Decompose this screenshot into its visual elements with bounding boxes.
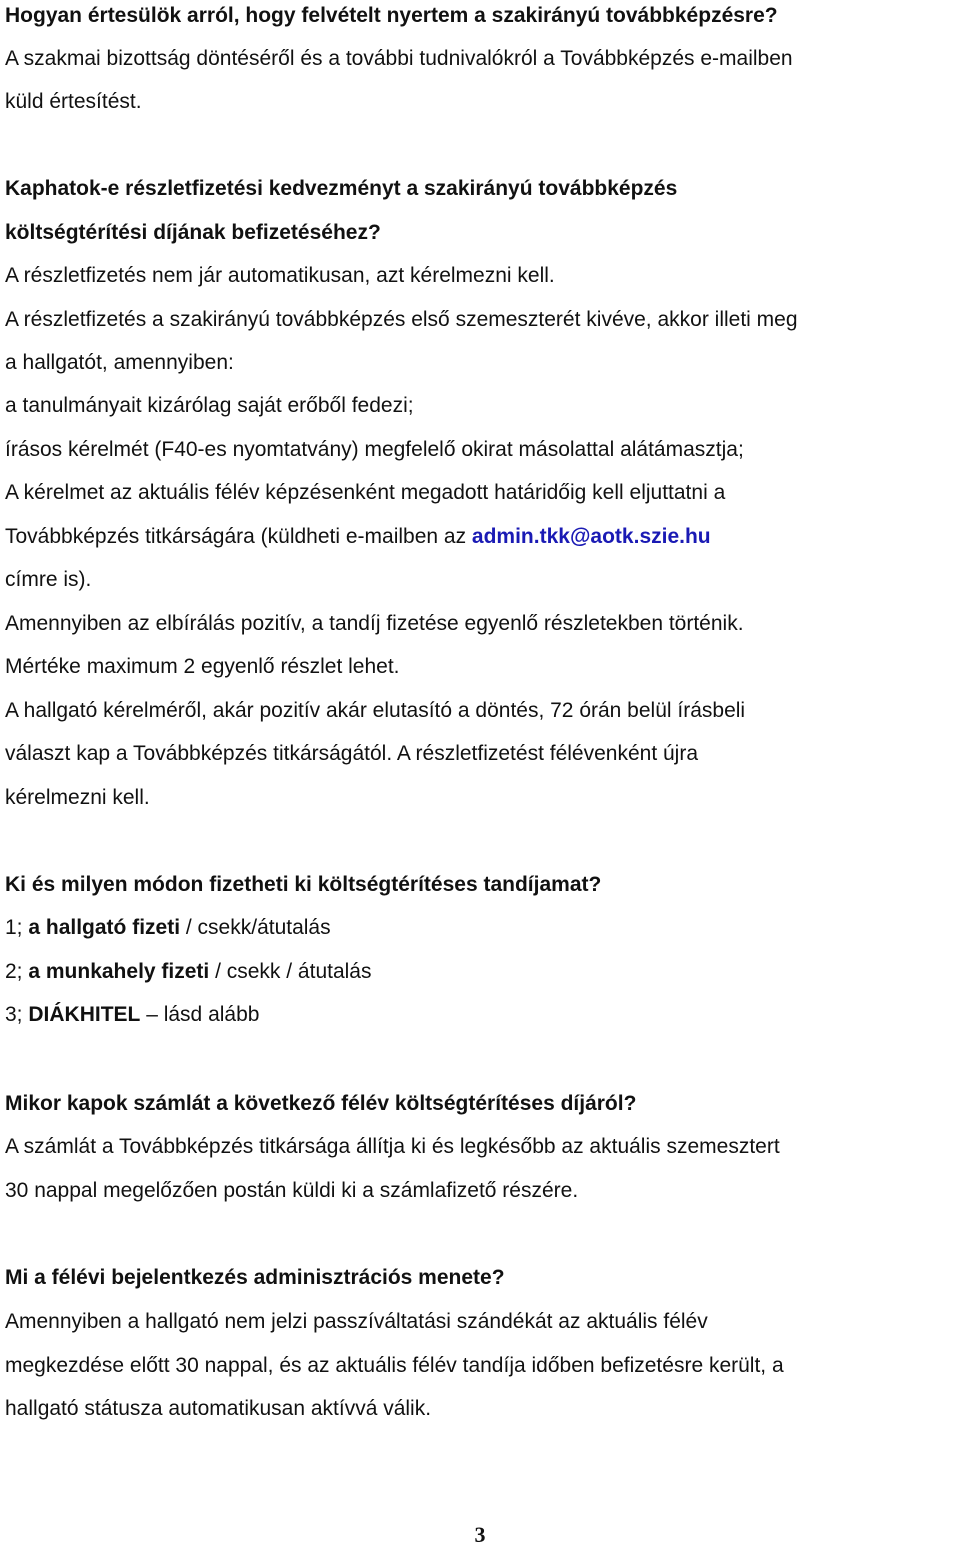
item-method: – lásd alább	[140, 1003, 260, 1026]
item-payer: a munkahely fizeti	[28, 960, 210, 983]
payment-option-item	[5, 959, 372, 985]
paragraph-line: Amennyiben a hallgató nem jelzi passzíváltatási szándékát az aktuális félév	[5, 1310, 708, 1333]
payment-option-item	[5, 1002, 259, 1028]
section-heading-payment: Ki és milyen módon fizetheti ki költségtérítéses tandíjamat?	[5, 873, 602, 896]
item-number: 3;	[5, 1003, 29, 1026]
section-heading-admission: Hogyan értesülök arról, hogy felvételt nyertem a szakirányú továbbképzésre?	[5, 4, 778, 27]
item-payer: DIÁKHITEL	[28, 1003, 141, 1026]
paragraph-line: Amennyiben az elbírálás pozitív, a tandíj fizetése egyenlő részletekben történik.	[5, 612, 744, 635]
section-heading-installment-cont: költségtérítési díjának befizetéséhez?	[5, 221, 381, 244]
paragraph-line: 30 nappal megelőzően postán küldi ki a számlafizető részére.	[5, 1179, 579, 1202]
paragraph-line: A szakmai bizottság döntéséről és a további tudnivalókról a Továbbképzés e-mailben	[5, 47, 793, 70]
paragraph-line-with-email	[5, 524, 711, 550]
item-method: / csekk/átutalás	[180, 916, 331, 939]
item-payer: a hallgató fizeti	[28, 916, 181, 939]
paragraph-line: választ kap a Továbbképzés titkárságától. A részletfizetést félévenként újra	[5, 742, 698, 765]
paragraph-line: A részletfizetés a szakirányú továbbképzés első szemeszterét kivéve, akkor illeti meg	[5, 308, 798, 331]
paragraph-line: hallgató státusza automatikusan aktívvá válik.	[5, 1397, 432, 1420]
condition-line: írásos kérelmét (F40-es nyomtatvány) megfelelő okirat másolattal alátámasztja;	[5, 438, 744, 461]
paragraph-line: A részletfizetés nem jár automatikusan, azt kérelmezni kell.	[5, 264, 555, 287]
section-heading-invoice: Mikor kapok számlát a következő félév költségtérítéses díjáról?	[5, 1092, 637, 1115]
condition-line: a tanulmányait kizárólag saját erőből fedezi;	[5, 394, 414, 417]
paragraph-line: kérelmezni kell.	[5, 786, 150, 809]
paragraph-line: Mértéke maximum 2 egyenlő részlet lehet.	[5, 655, 400, 678]
item-number: 2;	[5, 960, 29, 983]
item-method: / csekk / átutalás	[209, 960, 372, 983]
section-heading-registration: Mi a félévi bejelentkezés adminisztrációs menete?	[5, 1266, 505, 1289]
paragraph-line: címre is).	[5, 568, 92, 591]
page-number: 3	[474, 1522, 486, 1547]
email-link[interactable]: admin.tkk@aotk.szie.hu	[471, 525, 711, 548]
item-number: 1;	[5, 916, 29, 939]
paragraph-text: Továbbképzés titkárságára (küldheti e-mailben az	[5, 525, 472, 548]
paragraph-line: a hallgatót, amennyiben:	[5, 351, 234, 374]
paragraph-line: megkezdése előtt 30 nappal, és az aktuális félév tandíja időben befizetésre került, a	[5, 1354, 784, 1377]
paragraph-line: A hallgató kérelméről, akár pozitív akár elutasító a döntés, 72 órán belül írásbeli	[5, 699, 746, 722]
paragraph-line: küld értesítést.	[5, 90, 142, 113]
paragraph-line: A kérelmet az aktuális félév képzésenként megadott határidőig kell eljuttatni a	[5, 481, 726, 504]
payment-option-item	[5, 915, 331, 941]
section-heading-installment: Kaphatok-e részletfizetési kedvezményt a szakirányú továbbképzés	[5, 177, 678, 200]
paragraph-line: A számlát a Továbbképzés titkársága állítja ki és legkésőbb az aktuális szemesztert	[5, 1135, 780, 1158]
